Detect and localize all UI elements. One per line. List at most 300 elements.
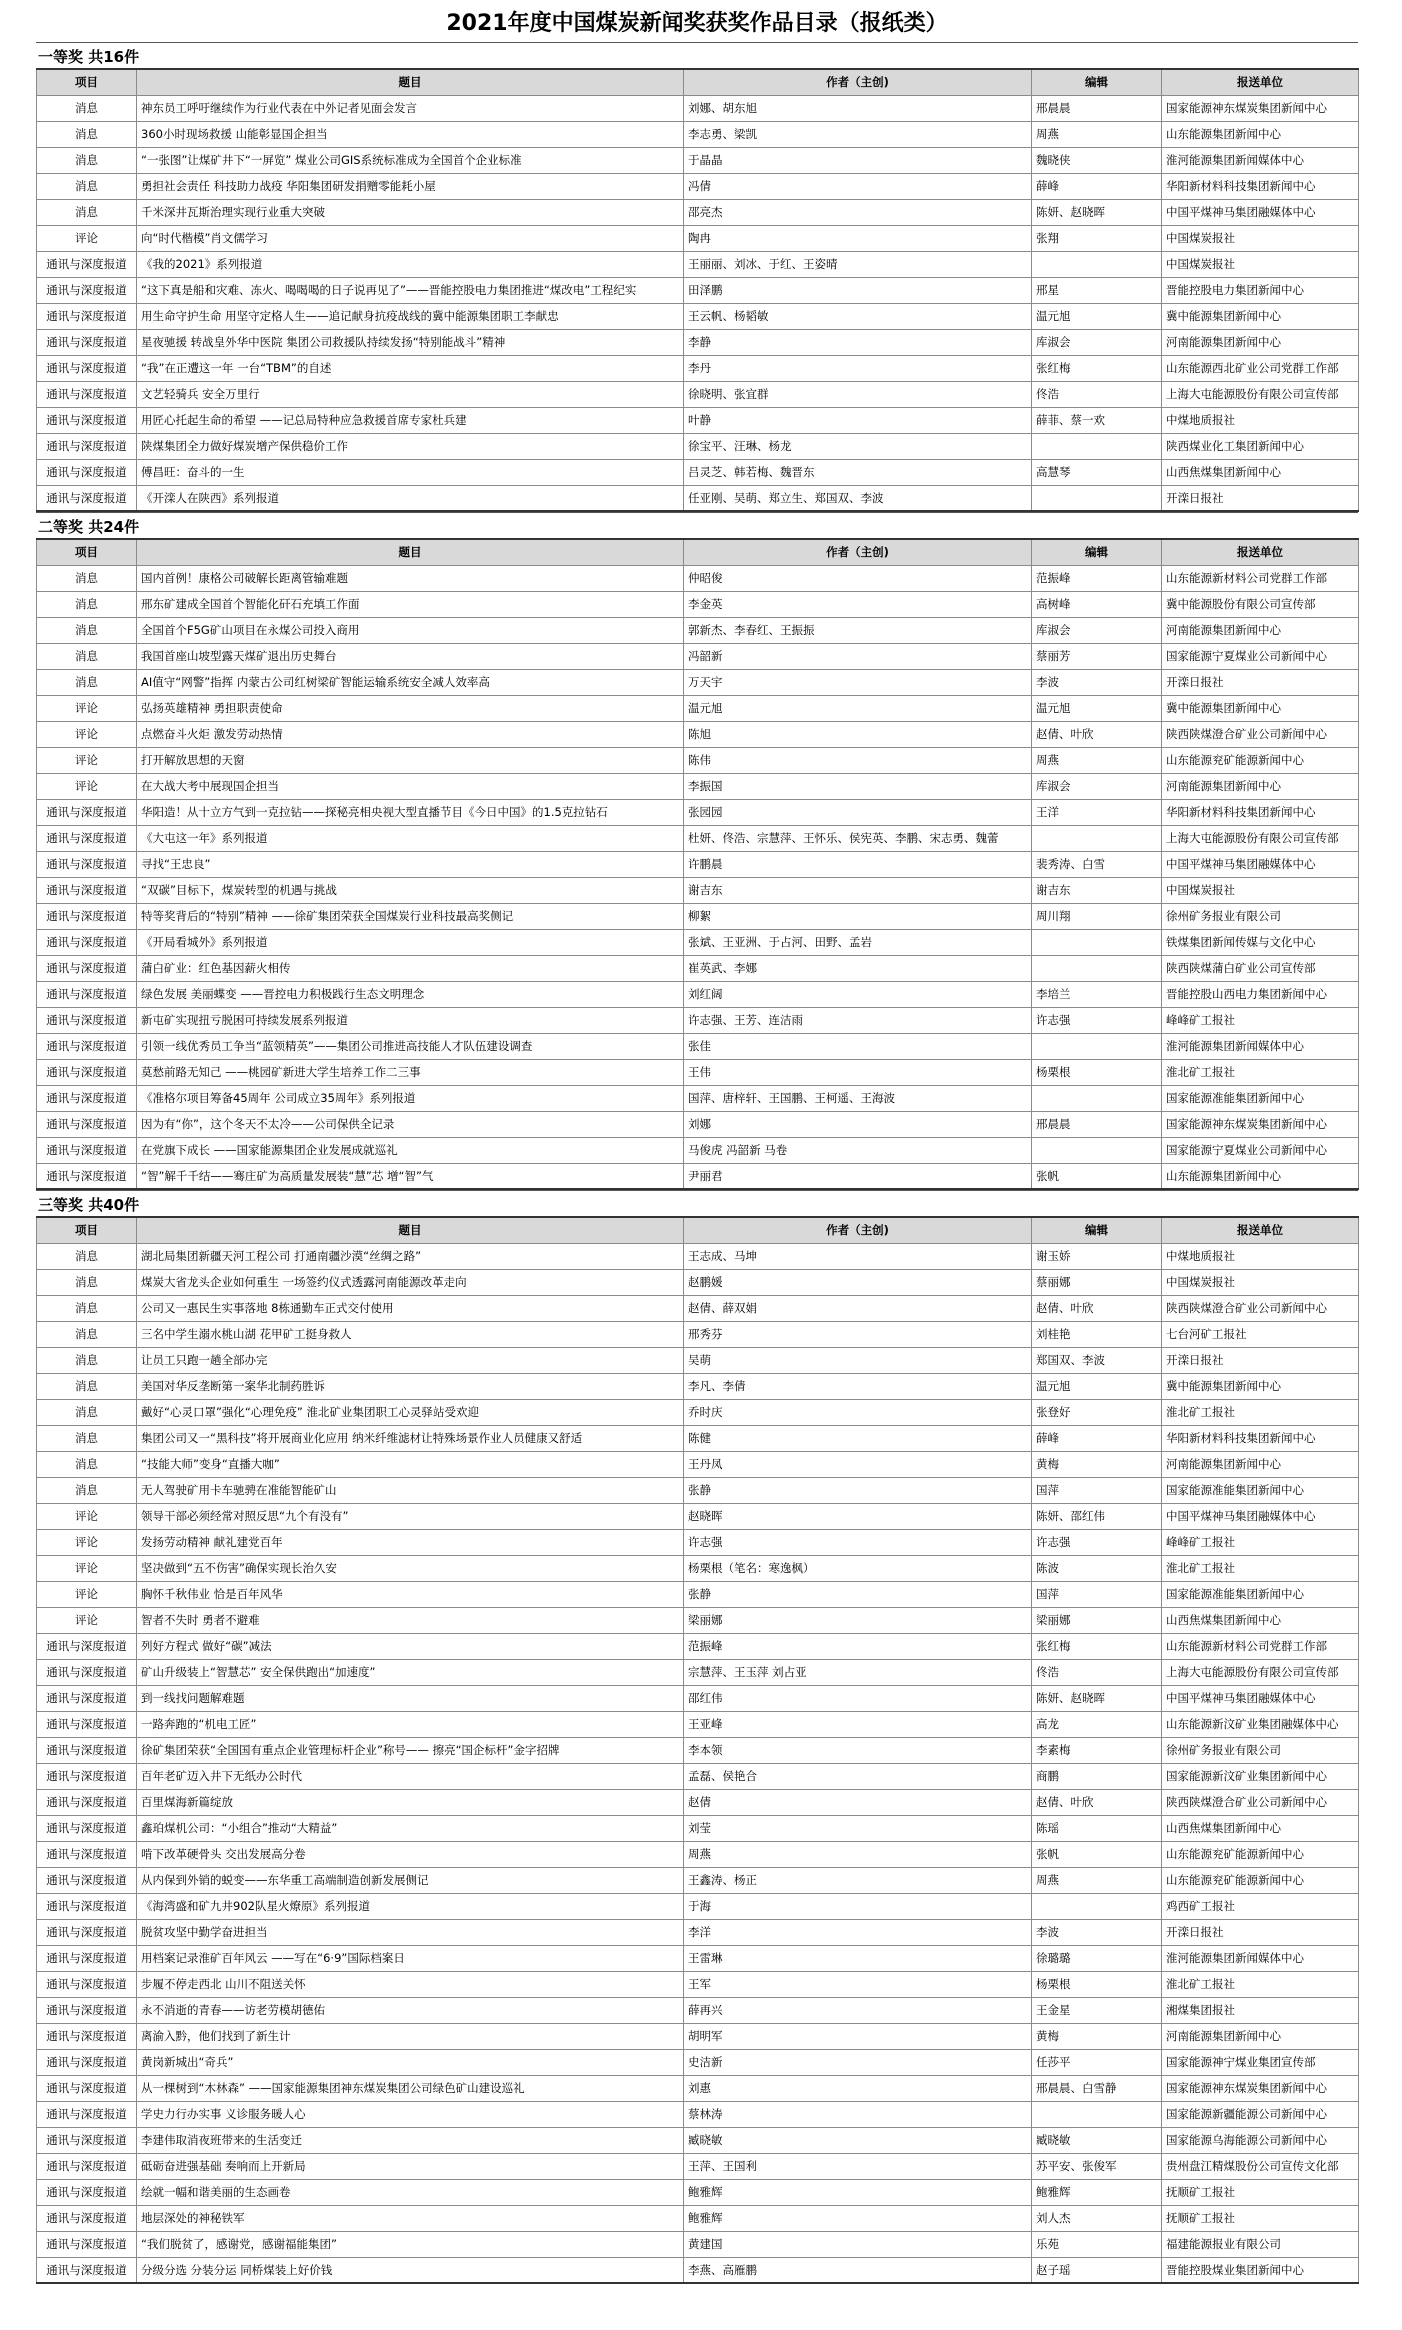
cell-author: 任亚刚、吴萌、郑立生、郑国双、李波: [684, 485, 1032, 511]
cell-unit: 国家能源准能集团新闻中心: [1162, 1085, 1359, 1111]
cell-category: 消息: [37, 1243, 137, 1269]
table-row: [37, 1997, 1359, 2023]
cell-unit: 中煤地质报社: [1162, 1243, 1359, 1269]
cell-unit: 淮北矿工报社: [1162, 1399, 1359, 1425]
cell-title: “我们脱贫了，感谢党，感谢福能集团”: [137, 2231, 684, 2257]
cell-author: 王军: [684, 1971, 1032, 1997]
section-heading: 二等奖 共24件: [36, 512, 1358, 538]
cell-unit: 华阳新材料科技集团新闻中心: [1162, 1425, 1359, 1451]
cell-unit: 国家能源准能集团新闻中心: [1162, 1477, 1359, 1503]
cell-category: 通讯与深度报道: [37, 485, 137, 511]
cell-category: 通讯与深度报道: [37, 2231, 137, 2257]
cell-author: 刘莹: [684, 1815, 1032, 1841]
cell-editor: 陈妍、赵晓晖: [1032, 1685, 1162, 1711]
cell-author: 万天宇: [684, 669, 1032, 695]
cell-author: 杜妍、佟浩、宗慧萍、王怀乐、侯宪英、李鹏、宋志勇、魏蕾: [684, 825, 1032, 851]
cell-title: 引领一线优秀员工争当“蓝领精英”——集团公司推进高技能人才队伍建设调查: [137, 1033, 684, 1059]
cell-title: 智者不失时 勇者不避难: [137, 1607, 684, 1633]
cell-unit: 河南能源集团新闻中心: [1162, 329, 1359, 355]
cell-title: 矿山升级装上“智慧芯” 安全保供跑出“加速度”: [137, 1659, 684, 1685]
cell-author: 赵倩、薛双娟: [684, 1295, 1032, 1321]
award-table: [36, 1216, 1359, 2284]
table-row: [37, 2049, 1359, 2075]
table-row: [37, 1451, 1359, 1477]
table-row: [37, 1399, 1359, 1425]
cell-author: 李静: [684, 329, 1032, 355]
cell-editor: 蔡丽娜: [1032, 1269, 1162, 1295]
table-header-row: [37, 539, 1359, 565]
column-header-title: 题目: [137, 69, 684, 95]
cell-unit: 国家能源新汶矿业集团新闻中心: [1162, 1763, 1359, 1789]
column-header-author: 作者（主创): [684, 1217, 1032, 1243]
cell-author: 国萍、唐梓轩、王国鹏、王柯遥、王海波: [684, 1085, 1032, 1111]
table-row: [37, 721, 1359, 747]
cell-author: 徐晓明、张宜群: [684, 381, 1032, 407]
cell-title: 《准格尔项目筹备45周年 公司成立35周年》系列报道: [137, 1085, 684, 1111]
cell-editor: 杨栗根: [1032, 1059, 1162, 1085]
table-row: [37, 225, 1359, 251]
cell-author: 张佳: [684, 1033, 1032, 1059]
cell-category: 评论: [37, 747, 137, 773]
cell-title: 啃下改革硬骨头 交出发展高分卷: [137, 1841, 684, 1867]
table-row: [37, 1111, 1359, 1137]
cell-title: 列好方程式 做好“碳”减法: [137, 1633, 684, 1659]
cell-category: 通讯与深度报道: [37, 825, 137, 851]
cell-author: 赵晓晖: [684, 1503, 1032, 1529]
table-row: [37, 1815, 1359, 1841]
cell-category: 通讯与深度报道: [37, 1111, 137, 1137]
table-row: [37, 799, 1359, 825]
cell-author: 刘红阔: [684, 981, 1032, 1007]
cell-category: 消息: [37, 617, 137, 643]
cell-editor: 邢晨晨: [1032, 1111, 1162, 1137]
cell-category: 消息: [37, 121, 137, 147]
cell-author: 臧晓敏: [684, 2127, 1032, 2153]
table-row: [37, 2075, 1359, 2101]
cell-unit: 中国平煤神马集团融媒体中心: [1162, 1503, 1359, 1529]
cell-title: 领导干部必须经常对照反思“九个有没有”: [137, 1503, 684, 1529]
cell-unit: 淮北矿工报社: [1162, 1971, 1359, 1997]
cell-editor: [1032, 929, 1162, 955]
cell-author: 王雷琳: [684, 1945, 1032, 1971]
cell-editor: 赵倩、叶欣: [1032, 721, 1162, 747]
cell-title: 永不消逝的青春——访老劳模胡德佑: [137, 1997, 684, 2023]
cell-editor: 高龙: [1032, 1711, 1162, 1737]
cell-title: 在党旗下成长 ——国家能源集团企业发展成就巡礼: [137, 1137, 684, 1163]
cell-unit: 贵州盘江精煤股份公司宣传文化部: [1162, 2153, 1359, 2179]
cell-unit: 中国平煤神马集团融媒体中心: [1162, 851, 1359, 877]
cell-unit: 山东能源新汶矿业集团融媒体中心: [1162, 1711, 1359, 1737]
section-heading: 一等奖 共16件: [36, 42, 1358, 68]
cell-title: 用匠心托起生命的希望 ——记总局特种应急救援首席专家杜兵建: [137, 407, 684, 433]
cell-unit: 华阳新材料科技集团新闻中心: [1162, 799, 1359, 825]
cell-category: 通讯与深度报道: [37, 2049, 137, 2075]
cell-editor: 王洋: [1032, 799, 1162, 825]
cell-category: 评论: [37, 1581, 137, 1607]
cell-category: 通讯与深度报道: [37, 251, 137, 277]
cell-category: 通讯与深度报道: [37, 929, 137, 955]
cell-category: 通讯与深度报道: [37, 2179, 137, 2205]
cell-category: 通讯与深度报道: [37, 1685, 137, 1711]
column-header-editor: 编辑: [1032, 539, 1162, 565]
table-row: [37, 1137, 1359, 1163]
cell-editor: 许志强: [1032, 1529, 1162, 1555]
cell-unit: 陕西煤业化工集团新闻中心: [1162, 433, 1359, 459]
column-header-title: 题目: [137, 539, 684, 565]
cell-editor: 赵倩、叶欣: [1032, 1789, 1162, 1815]
cell-category: 评论: [37, 695, 137, 721]
cell-author: 王萍、王国利: [684, 2153, 1032, 2179]
cell-title: 《大屯这一年》系列报道: [137, 825, 684, 851]
cell-category: 通讯与深度报道: [37, 1919, 137, 1945]
cell-unit: 开滦日报社: [1162, 485, 1359, 511]
cell-unit: 山东能源集团新闻中心: [1162, 121, 1359, 147]
cell-category: 通讯与深度报道: [37, 955, 137, 981]
table-row: [37, 381, 1359, 407]
table-row: [37, 1059, 1359, 1085]
table-row: [37, 1737, 1359, 1763]
cell-title: 到一线找问题解难题: [137, 1685, 684, 1711]
cell-author: 邢秀芬: [684, 1321, 1032, 1347]
cell-author: 冯韶新: [684, 643, 1032, 669]
cell-author: 乔时庆: [684, 1399, 1032, 1425]
cell-title: 邢东矿建成全国首个智能化矸石充填工作面: [137, 591, 684, 617]
table-row: [37, 1581, 1359, 1607]
cell-unit: 开滦日报社: [1162, 669, 1359, 695]
cell-author: 陈伟: [684, 747, 1032, 773]
cell-unit: 上海大屯能源股份有限公司宣传部: [1162, 1659, 1359, 1685]
cell-author: 刘娜、胡东旭: [684, 95, 1032, 121]
cell-category: 通讯与深度报道: [37, 1163, 137, 1189]
table-row: [37, 773, 1359, 799]
cell-title: 千米深井瓦斯治理实现行业重大突破: [137, 199, 684, 225]
table-row: [37, 2127, 1359, 2153]
cell-unit: 河南能源集团新闻中心: [1162, 773, 1359, 799]
table-row: [37, 929, 1359, 955]
cell-title: 因为有“你”，这个冬天不太冷——公司保供全记录: [137, 1111, 684, 1137]
cell-title: 地层深处的神秘铁军: [137, 2205, 684, 2231]
cell-unit: 国家能源神宁煤业集团宣传部: [1162, 2049, 1359, 2075]
cell-title: 公司又一惠民生实事落地 8栋通勤车正式交付使用: [137, 1295, 684, 1321]
cell-editor: 高慧琴: [1032, 459, 1162, 485]
cell-author: 黄建国: [684, 2231, 1032, 2257]
cell-author: 胡明军: [684, 2023, 1032, 2049]
table-row: [37, 147, 1359, 173]
cell-editor: 赵倩、叶欣: [1032, 1295, 1162, 1321]
cell-category: 通讯与深度报道: [37, 381, 137, 407]
cell-unit: 国家能源准能集团新闻中心: [1162, 1581, 1359, 1607]
cell-editor: 蔡丽芳: [1032, 643, 1162, 669]
cell-unit: 冀中能源集团新闻中心: [1162, 1373, 1359, 1399]
table-row: [37, 199, 1359, 225]
cell-author: 仲昭俊: [684, 565, 1032, 591]
table-row: [37, 1841, 1359, 1867]
cell-author: 陈旭: [684, 721, 1032, 747]
table-row: [37, 1633, 1359, 1659]
cell-category: 通讯与深度报道: [37, 2257, 137, 2283]
cell-editor: 刘桂艳: [1032, 1321, 1162, 1347]
award-sections: [36, 42, 1358, 2284]
cell-title: 向“时代楷模”肖文儒学习: [137, 225, 684, 251]
cell-unit: 中国煤炭报社: [1162, 251, 1359, 277]
cell-category: 通讯与深度报道: [37, 1867, 137, 1893]
table-row: [37, 1269, 1359, 1295]
cell-title: 黄岗新城出“奇兵”: [137, 2049, 684, 2075]
table-row: [37, 1163, 1359, 1189]
table-row: [37, 1789, 1359, 1815]
cell-category: 消息: [37, 565, 137, 591]
cell-category: 通讯与深度报道: [37, 1633, 137, 1659]
cell-editor: 杨栗根: [1032, 1971, 1162, 1997]
table-row: [37, 1007, 1359, 1033]
cell-editor: 国萍: [1032, 1581, 1162, 1607]
cell-editor: [1032, 2101, 1162, 2127]
cell-unit: 中国平煤神马集团融媒体中心: [1162, 1685, 1359, 1711]
cell-unit: 中煤地质报社: [1162, 407, 1359, 433]
cell-author: 邵红伟: [684, 1685, 1032, 1711]
cell-title: 国内首例！康格公司破解长距离管输难题: [137, 565, 684, 591]
cell-author: 田泽鹏: [684, 277, 1032, 303]
cell-editor: 魏晓侠: [1032, 147, 1162, 173]
cell-editor: 徐璐璐: [1032, 1945, 1162, 1971]
cell-category: 消息: [37, 147, 137, 173]
cell-title: 《开局看城外》系列报道: [137, 929, 684, 955]
cell-category: 通讯与深度报道: [37, 2023, 137, 2049]
table-row: [37, 95, 1359, 121]
cell-category: 通讯与深度报道: [37, 2205, 137, 2231]
cell-editor: 温元旭: [1032, 695, 1162, 721]
cell-editor: 刘人杰: [1032, 2205, 1162, 2231]
award-document: [36, 6, 1358, 2284]
cell-unit: 山东能源新材料公司党群工作部: [1162, 1633, 1359, 1659]
cell-unit: 山东能源西北矿业公司党群工作部: [1162, 355, 1359, 381]
cell-author: 郭新杰、李春红、王振振: [684, 617, 1032, 643]
cell-editor: 乐苑: [1032, 2231, 1162, 2257]
table-row: [37, 459, 1359, 485]
cell-unit: 山西焦煤集团新闻中心: [1162, 1815, 1359, 1841]
cell-editor: 商鹏: [1032, 1763, 1162, 1789]
cell-unit: 晋能控股山西电力集团新闻中心: [1162, 981, 1359, 1007]
table-row: [37, 2179, 1359, 2205]
cell-category: 消息: [37, 591, 137, 617]
cell-editor: [1032, 1137, 1162, 1163]
cell-title: 用生命守护生命 用坚守定格人生——追记献身抗疫战线的冀中能源集团职工李献忠: [137, 303, 684, 329]
cell-category: 消息: [37, 1451, 137, 1477]
column-header-editor: 编辑: [1032, 1217, 1162, 1243]
cell-category: 消息: [37, 199, 137, 225]
cell-title: 特等奖背后的“特别”精神 ——徐矿集团荣获全国煤炭行业科技最高奖侧记: [137, 903, 684, 929]
cell-author: 温元旭: [684, 695, 1032, 721]
cell-author: 王丹凤: [684, 1451, 1032, 1477]
cell-title: 砥砺奋进强基础 奏响而上开新局: [137, 2153, 684, 2179]
table-row: [37, 1425, 1359, 1451]
cell-author: 鲍雅辉: [684, 2205, 1032, 2231]
cell-category: 通讯与深度报道: [37, 2075, 137, 2101]
cell-title: “智”解千千结——骞庄矿为高质量发展装“慧”芯 增“智”气: [137, 1163, 684, 1189]
table-row: [37, 1867, 1359, 1893]
cell-title: 煤炭大省龙头企业如何重生 一场签约仪式透露河南能源改革走向: [137, 1269, 684, 1295]
cell-title: 莫愁前路无知己 ——桃园矿新进大学生培养工作二三事: [137, 1059, 684, 1085]
table-row: [37, 617, 1359, 643]
cell-editor: 张红梅: [1032, 355, 1162, 381]
cell-author: 马俊虎 冯韶新 马卷: [684, 1137, 1032, 1163]
cell-category: 消息: [37, 1295, 137, 1321]
cell-editor: 臧晓敏: [1032, 2127, 1162, 2153]
table-row: [37, 1243, 1359, 1269]
cell-unit: 福建能源报业有限公司: [1162, 2231, 1359, 2257]
cell-editor: 赵子瑶: [1032, 2257, 1162, 2283]
table-row: [37, 1347, 1359, 1373]
cell-unit: 河南能源集团新闻中心: [1162, 617, 1359, 643]
cell-unit: 山西焦煤集团新闻中心: [1162, 459, 1359, 485]
cell-editor: [1032, 485, 1162, 511]
column-header-unit: 报送单位: [1162, 1217, 1359, 1243]
table-row: [37, 1529, 1359, 1555]
cell-title: 傅昌旺：奋斗的一生: [137, 459, 684, 485]
column-header-title: 题目: [137, 1217, 684, 1243]
table-row: [37, 485, 1359, 511]
award-table: [36, 68, 1359, 512]
cell-unit: 徐州矿务报业有限公司: [1162, 903, 1359, 929]
cell-unit: 华阳新材料科技集团新闻中心: [1162, 173, 1359, 199]
cell-editor: 陈波: [1032, 1555, 1162, 1581]
cell-unit: 国家能源宁夏煤业公司新闻中心: [1162, 1137, 1359, 1163]
table-row: [37, 1659, 1359, 1685]
cell-category: 通讯与深度报道: [37, 799, 137, 825]
cell-editor: 高树峰: [1032, 591, 1162, 617]
table-row: [37, 669, 1359, 695]
cell-author: 薛再兴: [684, 1997, 1032, 2023]
cell-category: 消息: [37, 643, 137, 669]
cell-author: 王丽丽、刘冰、于红、王姿晴: [684, 251, 1032, 277]
cell-editor: 周川翔: [1032, 903, 1162, 929]
table-row: [37, 1085, 1359, 1111]
cell-unit: 开滦日报社: [1162, 1919, 1359, 1945]
table-row: [37, 2257, 1359, 2283]
cell-category: 通讯与深度报道: [37, 1763, 137, 1789]
cell-category: 通讯与深度报道: [37, 1033, 137, 1059]
cell-category: 通讯与深度报道: [37, 1059, 137, 1085]
cell-title: 集团公司又一“黑科技”将开展商业化应用 纳米纤维滤材让特殊场景作业人员健康又舒适: [137, 1425, 684, 1451]
cell-title: 从内保到外销的蜕变——东华重工高端制造创新发展侧记: [137, 1867, 684, 1893]
cell-title: “这下真是船和灾难、冻火、喝喝喝的日子说再见了”——晋能控股电力集团推进“煤改电”工程纪实: [137, 277, 684, 303]
cell-unit: 湘煤集团报社: [1162, 1997, 1359, 2023]
table-row: [37, 1685, 1359, 1711]
cell-category: 消息: [37, 1399, 137, 1425]
cell-title: 让员工只跑一趟全部办完: [137, 1347, 684, 1373]
cell-author: 柳絮: [684, 903, 1032, 929]
table-row: [37, 955, 1359, 981]
table-row: [37, 1373, 1359, 1399]
cell-author: 于晶晶: [684, 147, 1032, 173]
table-row: [37, 591, 1359, 617]
cell-author: 王鑫涛、杨正: [684, 1867, 1032, 1893]
cell-author: 蔡林涛: [684, 2101, 1032, 2127]
cell-editor: 谢玉娇: [1032, 1243, 1162, 1269]
cell-editor: 温元旭: [1032, 1373, 1162, 1399]
cell-author: 冯倩: [684, 173, 1032, 199]
cell-author: 周燕: [684, 1841, 1032, 1867]
cell-editor: 陈妍、邵红伟: [1032, 1503, 1162, 1529]
cell-editor: 库淑会: [1032, 773, 1162, 799]
cell-title: 星夜驰援 转战皇外华中医院 集团公司救援队持续发扬“特别能战斗”精神: [137, 329, 684, 355]
cell-editor: 邢晨晨: [1032, 95, 1162, 121]
cell-editor: [1032, 1033, 1162, 1059]
cell-title: 美国对华反垄断第一案华北制药胜诉: [137, 1373, 684, 1399]
cell-editor: 李培兰: [1032, 981, 1162, 1007]
cell-editor: [1032, 433, 1162, 459]
table-header-row: [37, 1217, 1359, 1243]
table-row: [37, 1919, 1359, 1945]
cell-category: 消息: [37, 1425, 137, 1451]
cell-title: 蒲白矿业：红色基因薪火相传: [137, 955, 684, 981]
table-row: [37, 251, 1359, 277]
table-row: [37, 121, 1359, 147]
cell-editor: 薛峰: [1032, 1425, 1162, 1451]
cell-category: 消息: [37, 669, 137, 695]
cell-title: 发扬劳动精神 献礼建党百年: [137, 1529, 684, 1555]
cell-author: 尹丽君: [684, 1163, 1032, 1189]
table-row: [37, 277, 1359, 303]
cell-author: 李志勇、梁凯: [684, 121, 1032, 147]
cell-author: 吴萌: [684, 1347, 1032, 1373]
cell-category: 消息: [37, 1373, 137, 1399]
cell-unit: 晋能控股电力集团新闻中心: [1162, 277, 1359, 303]
cell-unit: 山东能源兖矿能源新闻中心: [1162, 1867, 1359, 1893]
cell-category: 评论: [37, 773, 137, 799]
cell-editor: 佟浩: [1032, 1659, 1162, 1685]
section-heading: 三等奖 共40件: [36, 1190, 1358, 1216]
table-row: [37, 695, 1359, 721]
cell-title: 在大战大考中展现国企担当: [137, 773, 684, 799]
cell-author: 孟磊、侯艳合: [684, 1763, 1032, 1789]
cell-unit: 国家能源宁夏煤业公司新闻中心: [1162, 643, 1359, 669]
cell-category: 消息: [37, 1269, 137, 1295]
cell-title: 百年老矿迈入井下无纸办公时代: [137, 1763, 684, 1789]
table-row: [37, 303, 1359, 329]
cell-category: 通讯与深度报道: [37, 981, 137, 1007]
cell-title: 绿色发展 美丽蝶变 ——晋控电力积极践行生态文明理念: [137, 981, 684, 1007]
cell-editor: 张帆: [1032, 1841, 1162, 1867]
cell-title: 用档案记录淮矿百年风云 ——写在“6·9”国际档案日: [137, 1945, 684, 1971]
cell-author: 张斌、王亚洲、于占河、田野、孟岩: [684, 929, 1032, 955]
cell-editor: 张登好: [1032, 1399, 1162, 1425]
cell-category: 消息: [37, 173, 137, 199]
cell-author: 赵倩: [684, 1789, 1032, 1815]
cell-title: 百里煤海新篇绽放: [137, 1789, 684, 1815]
cell-unit: 徐州矿务报业有限公司: [1162, 1737, 1359, 1763]
column-header-editor: 编辑: [1032, 69, 1162, 95]
cell-editor: [1032, 1085, 1162, 1111]
cell-author: 陶冉: [684, 225, 1032, 251]
table-row: [37, 1555, 1359, 1581]
cell-unit: 陕西陕煤蒲白矿业公司宣传部: [1162, 955, 1359, 981]
cell-category: 评论: [37, 1529, 137, 1555]
table-row: [37, 1477, 1359, 1503]
table-row: [37, 1033, 1359, 1059]
cell-author: 于海: [684, 1893, 1032, 1919]
cell-title: 360小时现场救援 山能彰显国企担当: [137, 121, 684, 147]
table-row: [37, 981, 1359, 1007]
cell-category: 评论: [37, 721, 137, 747]
cell-category: 评论: [37, 1555, 137, 1581]
cell-author: 王云帆、杨韬敏: [684, 303, 1032, 329]
cell-editor: 郑国双、李波: [1032, 1347, 1162, 1373]
cell-author: 鲍雅辉: [684, 2179, 1032, 2205]
cell-unit: 河南能源集团新闻中心: [1162, 1451, 1359, 1477]
cell-category: 通讯与深度报道: [37, 903, 137, 929]
cell-category: 评论: [37, 225, 137, 251]
